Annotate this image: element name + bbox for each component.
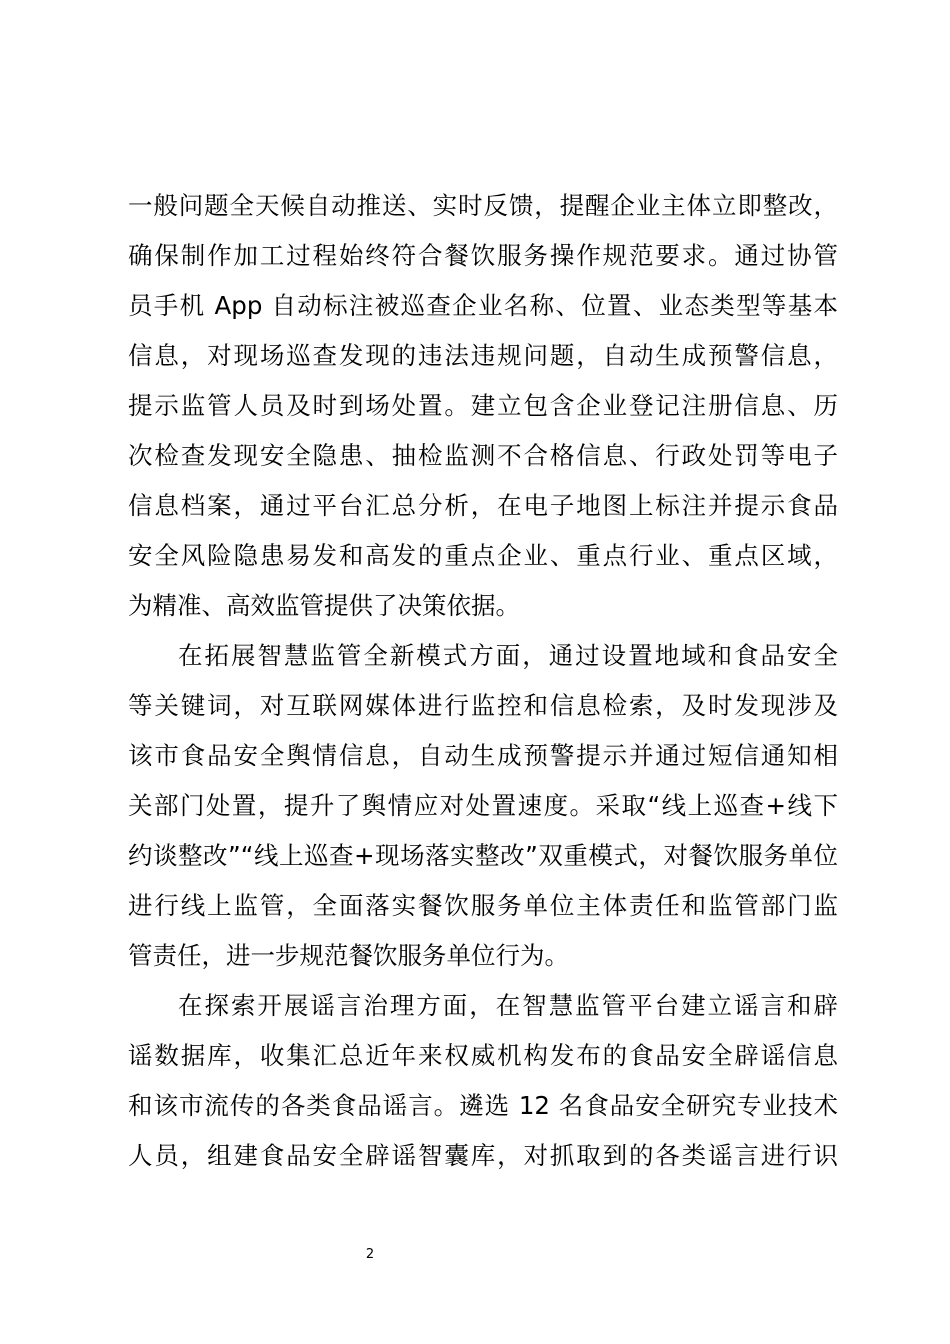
paragraph-first-line: 在拓展智慧监管全新模式方面，通过设置地域和食品安全: [178, 641, 838, 670]
text-line: 关部门处置，提升了舆情应对处置速度。采取“线上巡查+线下: [128, 791, 838, 820]
text-line: 次检查发现安全隐患、抽检监测不合格信息、行政处罚等电子: [128, 441, 838, 470]
text-line: 提示监管人员及时到场处置。建立包含企业登记注册信息、历: [128, 391, 838, 420]
text-line: 员手机 App 自动标注被巡查企业名称、位置、业态类型等基本: [128, 291, 838, 320]
text-line: 和该市流传的各类食品谣言。遴选 12 名食品安全研究专业技术: [128, 1091, 838, 1120]
text-line: 信息，对现场巡查发现的违法违规问题，自动生成预警信息，: [128, 341, 838, 370]
text-line: 进行线上监管，全面落实餐饮服务单位主体责任和监管部门监: [128, 891, 838, 920]
text-line: 人员，组建食品安全辟谣智囊库，对抓取到的各类谣言进行识: [128, 1141, 838, 1170]
text-line: 约谈整改”“线上巡查+现场落实整改”双重模式，对餐饮服务单位: [128, 841, 838, 870]
text-line: 一般问题全天候自动推送、实时反馈，提醒企业主体立即整改，: [128, 191, 838, 220]
page-number: 2: [365, 1247, 375, 1262]
text-line: 管责任，进一步规范餐饮服务单位行为。: [128, 941, 569, 970]
text-line: 等关键词，对互联网媒体进行监控和信息检索，及时发现涉及: [128, 691, 838, 720]
text-line: 安全风险隐患易发和高发的重点企业、重点行业、重点区域，: [128, 541, 838, 570]
text-line: 信息档案，通过平台汇总分析，在电子地图上标注并提示食品: [128, 491, 838, 520]
text-line: 确保制作加工过程始终符合餐饮服务操作规范要求。通过协管: [128, 241, 838, 270]
text-line: 为精准、高效监管提供了决策依据。: [128, 591, 520, 620]
text-line: 谣数据库，收集汇总近年来权威机构发布的食品安全辟谣信息: [128, 1041, 838, 1070]
paragraph-first-line: 在探索开展谣言治理方面，在智慧监管平台建立谣言和辟: [178, 991, 838, 1020]
text-line: 该市食品安全舆情信息，自动生成预警提示并通过短信通知相: [128, 741, 838, 770]
